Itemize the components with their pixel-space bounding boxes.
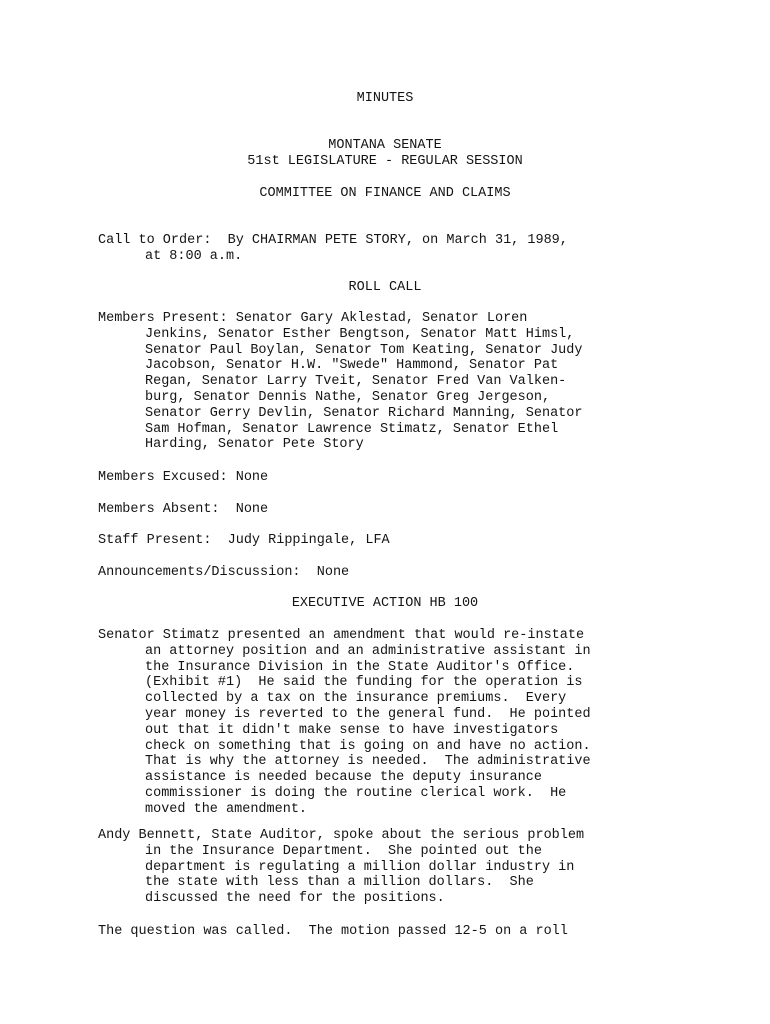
members-present-paragraph: [98, 311, 758, 453]
question-paragraph: [98, 924, 758, 940]
executive-action-heading: EXECUTIVE ACTION HB 100: [291, 596, 479, 611]
members-present-line: burg, Senator Dennis Nathe, Senator Greg Jergeson,: [145, 389, 551, 405]
document-title: MINUTES: [356, 91, 414, 106]
stimatz-line: commissioner is doing the routine clerical work. He: [145, 785, 567, 801]
bennett-line: department is regulating a million dollar industry in: [145, 859, 575, 875]
stimatz-line: assistance is needed because the deputy insurance: [145, 770, 542, 786]
stimatz-line: out that it didn't make sense to have investigators: [145, 722, 559, 738]
session-name: 51st LEGISLATURE - REGULAR SESSION: [247, 154, 523, 169]
members-present-line: Regan, Senator Larry Tveit, Senator Fred Van Valken-: [145, 374, 567, 390]
announcements-line: Announcements/Discussion: None: [98, 565, 350, 580]
members-present-line: Jacobson, Senator H.W. "Swede" Hammond, Senator Pat: [145, 358, 559, 374]
stimatz-line: check on something that is going on and have no action.: [145, 738, 591, 754]
call-to-order-paragraph: [98, 233, 758, 265]
announcements: [98, 565, 758, 581]
roll-call-heading: ROLL CALL: [348, 280, 422, 295]
stimatz-line: moved the amendment.: [145, 801, 308, 817]
bennett-paragraph: [98, 828, 758, 907]
members-excused: [98, 470, 758, 486]
members-present-line: Jenkins, Senator Esther Bengtson, Senator Matt Himsl,: [145, 326, 575, 342]
members-excused-line: Members Excused: None: [98, 470, 269, 485]
members-present-line: Sam Hofman, Senator Lawrence Stimatz, Senator Ethel: [145, 421, 559, 437]
stimatz-line: year money is reverted to the general fund. He pointed: [145, 706, 591, 722]
call-to-order-line: at 8:00 a.m.: [145, 248, 243, 264]
legislative-body: MONTANA SENATE: [328, 138, 442, 153]
question-line: The question was called. The motion passed 12-5 on a roll: [98, 924, 568, 939]
staff-present: [98, 533, 758, 549]
members-present-line: Senator Paul Boylan, Senator Tom Keating, Senator Judy: [145, 342, 583, 358]
bennett-line: discussed the need for the positions.: [145, 891, 445, 907]
stimatz-line: collected by a tax on the insurance premiums. Every: [145, 691, 567, 707]
members-absent: [98, 502, 758, 518]
members-present-line: Harding, Senator Pete Story: [145, 437, 364, 453]
stimatz-line: That is why the attorney is needed. The administrative: [145, 754, 591, 770]
committee-name: COMMITTEE ON FINANCE AND CLAIMS: [259, 186, 511, 201]
staff-present-line: Staff Present: Judy Rippingale, LFA: [98, 533, 390, 548]
call-to-order-line: Call to Order: By CHAIRMAN PETE STORY, on March 31, 1989,: [98, 233, 568, 248]
bennett-line: in the Insurance Department. She pointed out the: [145, 843, 542, 859]
stimatz-line: an attorney position and an administrative assistant in: [145, 643, 591, 659]
stimatz-paragraph: [98, 628, 758, 818]
stimatz-line: Senator Stimatz presented an amendment that would re-instate: [98, 628, 585, 643]
stimatz-line: the Insurance Division in the State Auditor's Office.: [145, 659, 575, 675]
bennett-line: the state with less than a million dollars. She: [145, 875, 534, 891]
members-present-line: Members Present: Senator Gary Aklestad, Senator Loren: [98, 311, 528, 326]
members-absent-line: Members Absent: None: [98, 502, 269, 517]
members-present-line: Senator Gerry Devlin, Senator Richard Manning, Senator: [145, 405, 583, 421]
stimatz-line: (Exhibit #1) He said the funding for the operation is: [145, 675, 583, 691]
bennett-line: Andy Bennett, State Auditor, spoke about the serious problem: [98, 828, 585, 843]
